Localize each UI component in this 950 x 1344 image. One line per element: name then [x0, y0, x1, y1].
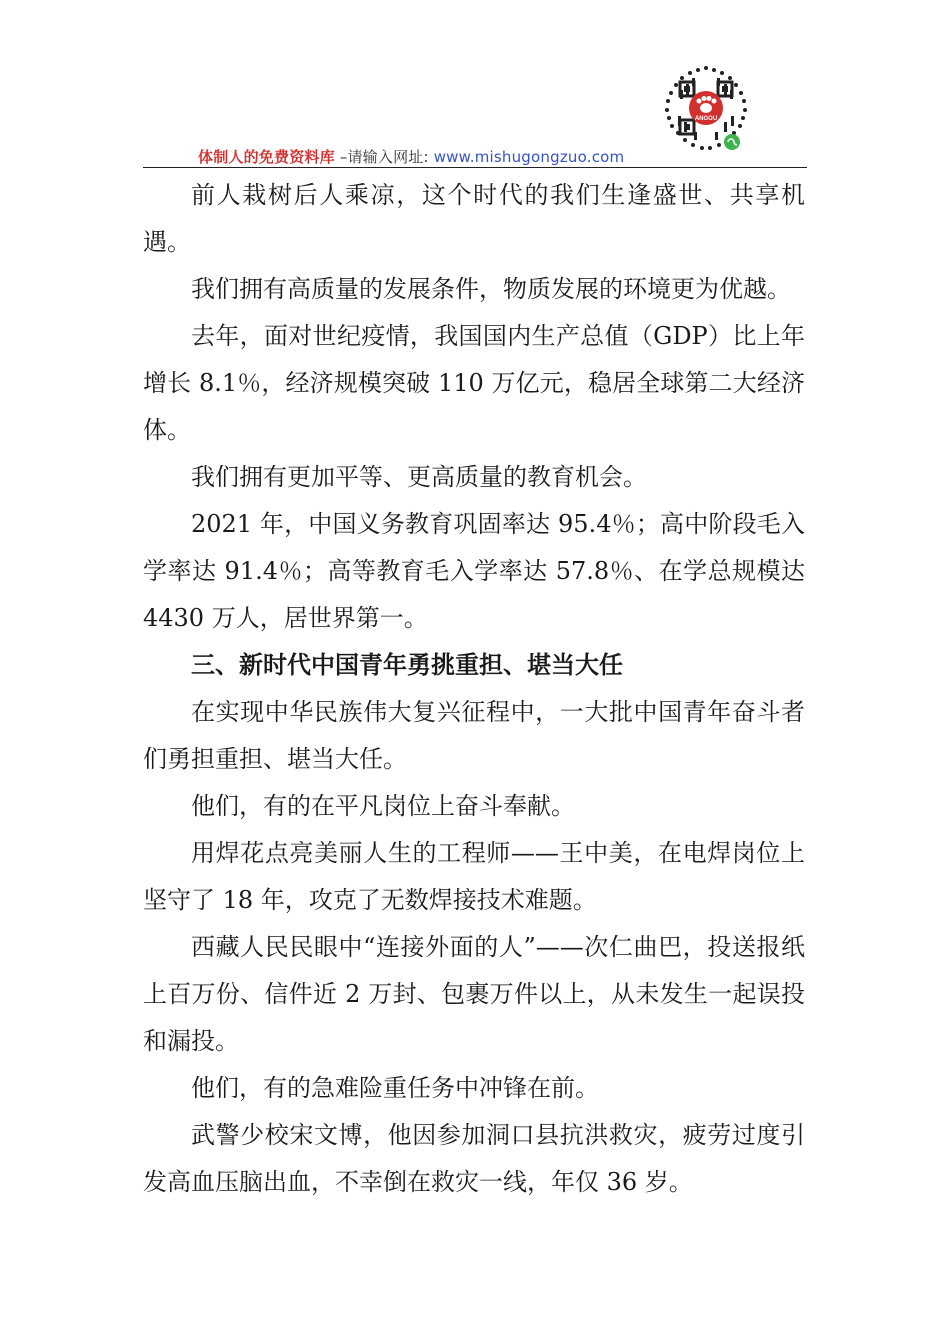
paragraph: 武警少校宋文博，他因参加洞口县抗洪救灾，疲劳过度引发高血压脑出血，不幸倒在救灾一线，年仅 36 岁。	[143, 1121, 805, 1196]
site-url-link[interactable]: www.mishugongzuo.com	[433, 148, 625, 166]
paragraph: 前人栽树后人乘凉，这个时代的我们生逢盛世、共享机遇。	[143, 181, 805, 256]
paragraph: 他们，有的急难险重任务中冲锋在前。	[191, 1074, 599, 1102]
page-header	[143, 60, 807, 168]
document-body	[143, 172, 805, 1206]
paragraph: 去年，面对世纪疫情，我国国内生产总值（GDP）比上年增长 8.1％，经济规模突破 110 万亿元，稳居全球第二大经济体。	[143, 322, 805, 444]
header-banner	[198, 146, 624, 167]
qr-badge-label: ANGOU	[694, 116, 718, 122]
paragraph: 用焊花点亮美丽人生的工程师——王中美，在电焊岗位上坚守了 18 年，攻克了无数焊接技术难题。	[143, 839, 805, 914]
paragraph: 我们拥有更加平等、更高质量的教育机会。	[191, 463, 647, 491]
paragraph: 我们拥有高质量的发展条件，物质发展的环境更为优越。	[191, 275, 791, 303]
url-prompt: –请输入网址:	[334, 148, 434, 166]
paragraph: 2021 年，中国义务教育巩固率达 95.4％；高中阶段毛入学率达 91.4％；高等教育毛入学率达 57.8％、在学总规模达 4430 万人，居世界第一。	[143, 510, 805, 632]
header-divider	[143, 167, 807, 168]
qr-code-icon[interactable]	[658, 60, 754, 156]
brand-name: 体制人的免费资料库	[198, 148, 335, 166]
paragraph: 西藏人民民眼中“连接外面的人”——次仁曲巴，投送报纸上百万份、信件近 2 万封、包裹万件以上，从未发生一起误投和漏投。	[143, 933, 805, 1055]
section-heading: 三、新时代中国青年勇挑重担、堪当大任	[191, 651, 623, 679]
paragraph: 在实现中华民族伟大复兴征程中，一大批中国青年奋斗者们勇担重担、堪当大任。	[143, 698, 805, 773]
paragraph: 他们，有的在平凡岗位上奋斗奉献。	[191, 792, 575, 820]
